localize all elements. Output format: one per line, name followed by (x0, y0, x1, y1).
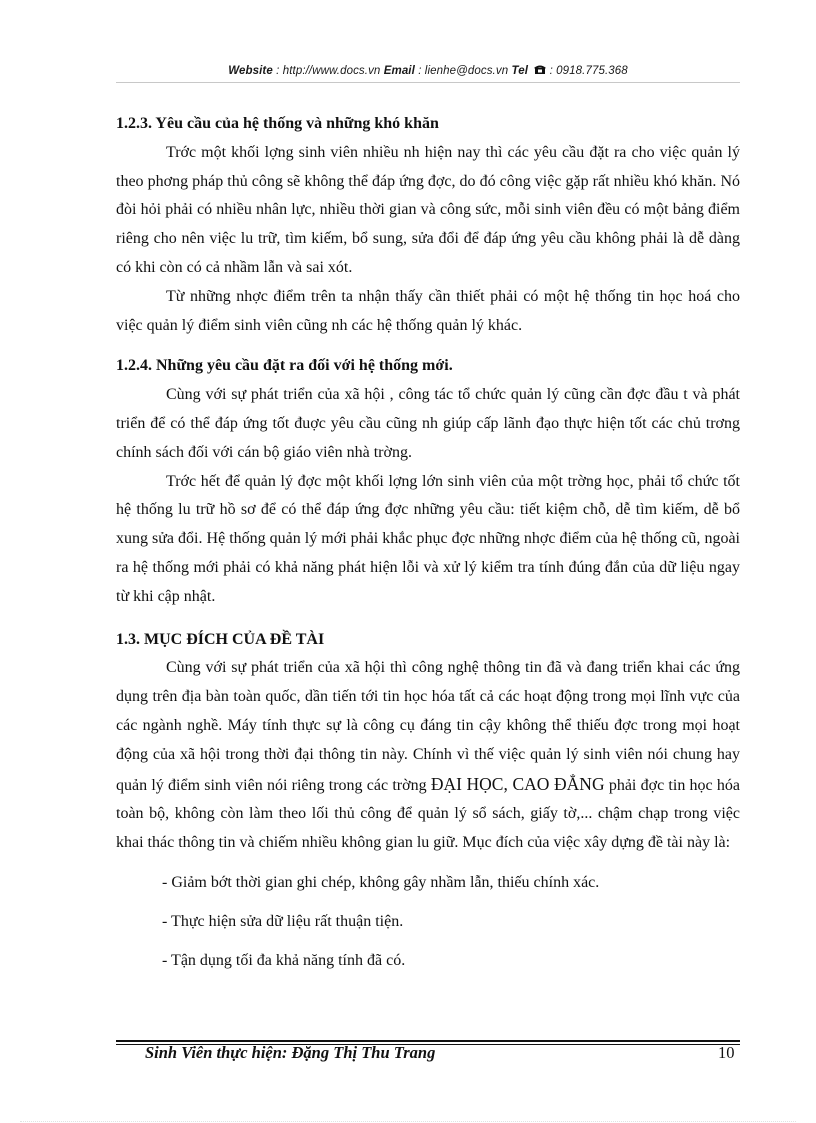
page-header (116, 64, 740, 78)
footer-rule-thick (116, 1040, 740, 1042)
spacer (116, 897, 740, 908)
section-1-2-4-heading: 1.2.4. Những yêu cầu đặt ra đối với hệ thống mới. (116, 357, 453, 375)
school-types: ĐẠI HỌC, CAO ĐẲNG (430, 773, 605, 794)
website-value: : http://www.docs.vn (272, 65, 384, 77)
section-1-2-3-paragraph-2: Từ những nhợc điểm trên ta nhận thấy cần thiết phải có một hệ thống tin học hoá cho việc quản lý điểm sinh viên cũng nh các hệ thống quản lý khác. (116, 287, 740, 334)
tel-value: : 0918.775.368 (546, 65, 628, 77)
section-1-2-4-paragraph-2: Trớc hết để quản lý đợc một khối lợng lớn sinh viên của một trờng học, phải tổ chức tốt hệ thống lu trữ hồ sơ để có thể đáp ứng đợc những yêu cầu: tiết kiệm chỗ, dễ tìm kiếm, dễ bổ xung sửa đổi. Hệ thống quản lý mới phải khắc phục đợc những nhợc điểm của hệ thống cũ, ngoài ra hệ thống mới phải có khả năng phát hiện lỗi và xử lý kiểm tra tính đúng đắn của dữ liệu ngay từ khi cập nhật. (116, 472, 740, 605)
spacer (116, 936, 740, 947)
header-rule (116, 82, 740, 83)
list-item: - Giảm bớt thời gian ghi chép, không gây nhầm lẫn, thiếu chính xác. (162, 873, 600, 891)
spacer (116, 340, 740, 352)
spacer (116, 858, 740, 869)
page-number: 10 (718, 1043, 735, 1062)
spacer (116, 612, 740, 626)
list-item: - Tận dụng tối đa khả năng tính đã có. (162, 951, 406, 969)
section-1-2-3-heading: 1.2.3. Yêu cầu của hệ thống và những khó khăn (116, 115, 439, 132)
section-1-2-4-paragraph-1: Cùng với sự phát triển của xã hội , công tác tổ chức quản lý cũng cần đợc đầu t và phát triển để có thể đáp ứng tốt đuợc yêu cầu cũng nh giúp cấp lãnh đạo thực hiện tốt các chủ trơng chính sách đối với cán bộ giáo viên nhà trờng. (116, 386, 740, 461)
section-1-3-paragraph-1 (116, 654, 740, 858)
footer-author: Sinh Viên thực hiện: Đặng Thị Thu Trang (145, 1043, 436, 1062)
list-item: - Thực hiện sửa dữ liệu rất thuận tiện. (162, 912, 404, 930)
email-label: Email (383, 65, 415, 77)
tel-label: Tel (511, 65, 528, 77)
email-value: : lienhe@docs.vn (414, 65, 512, 77)
telephone-icon (534, 64, 546, 78)
page-bottom-border (20, 1121, 796, 1122)
section-1-2-3-paragraph-1: Trớc một khối lợng sinh viên nhiều nh hiện nay thì các yêu cầu đặt ra cho việc quản lý theo phơng pháp thủ công sẽ không thể đáp ứng đợc, do đó công việc gặp rất nhiều khó khăn. Nó đòi hỏi phải có nhiều nhân lực, nhiều thời gian và công sức, mỗi sinh viên đều có một bảng điểm riêng cho nên việc lu trữ, tìm kiếm, bổ sung, sửa đổi để đáp ứng yêu cầu không phải là dễ dàng có khi còn có cả nhầm lẫn và sai xót. (116, 143, 740, 276)
document-body (116, 110, 740, 975)
section-1-3-heading: 1.3. MỤC ĐÍCH CỦA ĐỀ TÀI (116, 630, 325, 648)
section-1-3-text-part-1: Cùng với sự phát triển của xã hội thì công nghệ thông tin đã và đang triển khai các ứng dụng trên địa bàn toàn quốc, dần tiến tới tin học hóa tất cả các hoạt động trong mọi lĩnh vực của các ngành nghề. Máy tính thực sự là công cụ đáng tin cậy không thể thiếu đợc trong mọi hoạt động của xã hội trong thời đại thông tin này. Chính vì thế việc quản lý sinh viên nói chung hay quản lý điểm sinh viên nói riêng trong các trờng (116, 659, 740, 794)
website-label: Website (228, 65, 273, 77)
section-1-3-text-part-2: phải đợc tin học hóa toàn bộ, không còn làm theo lối thủ công để quản lý sổ sách, giấy tờ,... chậm chạp trong việc khai thác thông tin và chiếm nhiều không gian lu giữ. Mục đích của việc xây dựng đề tài này là: (116, 776, 741, 852)
